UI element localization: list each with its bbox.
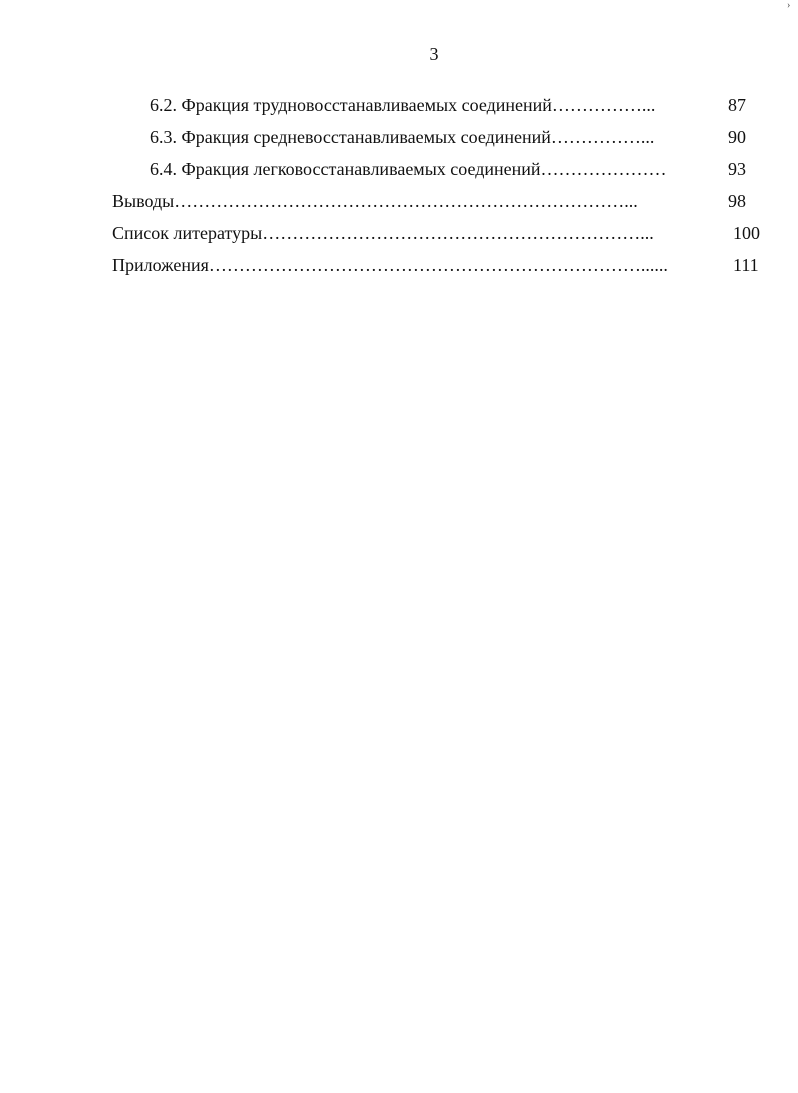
toc-entry-page: 111 — [733, 255, 759, 275]
table-of-contents — [0, 92, 798, 284]
toc-entry-title: 6.3. Фракция средневосстанавливаемых соединений……………... — [150, 127, 655, 147]
toc-row — [0, 188, 798, 220]
toc-entry-page: 87 — [728, 95, 746, 115]
toc-row — [0, 124, 798, 156]
toc-entry-title: Выводы…………………………………………………………………... — [112, 191, 638, 211]
toc-row — [0, 156, 798, 188]
toc-entry-page: 98 — [728, 191, 746, 211]
toc-row — [0, 252, 798, 284]
toc-entry-title: 6.2. Фракция трудновосстанавливаемых соединений……………... — [150, 95, 656, 115]
toc-row — [0, 220, 798, 252]
page-number: 3 — [429, 44, 439, 64]
toc-entry-page: 100 — [733, 223, 760, 243]
toc-row — [0, 92, 798, 124]
toc-entry-page: 90 — [728, 127, 746, 147]
toc-entry-title: Приложения………………………………………………………………...... — [112, 255, 668, 275]
toc-entry-title: 6.4. Фракция легковосстанавливаемых соединений………………… — [150, 159, 667, 179]
toc-entry-page: 93 — [728, 159, 746, 179]
corner-mark: › — [787, 0, 791, 11]
toc-entry-title: Список литературы………………………………………………………... — [112, 223, 654, 243]
